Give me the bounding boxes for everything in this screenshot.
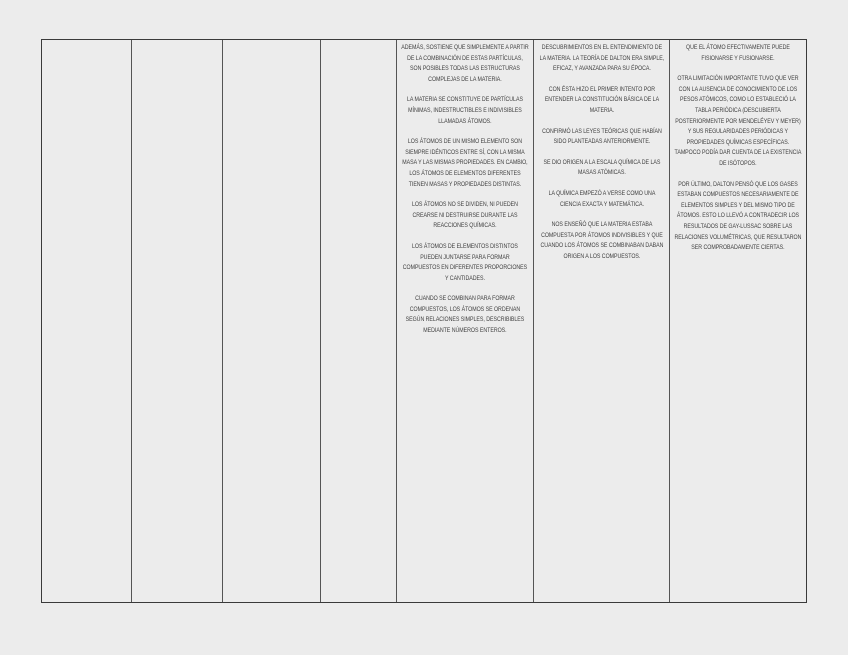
paragraph: LA QUÍMICA EMPEZÓ A VERSE COMO UNA CIENCIA EXACTA Y MATEMÁTICA. [548, 189, 655, 208]
table-column-6 [534, 40, 671, 602]
table-column-5 [397, 40, 534, 602]
paragraph: CON ÉSTA HIZO EL PRIMER INTENTO POR ENTENDER LA CONSTITUCIÓN BÁSICA DE LA MATERIA. [544, 85, 659, 114]
paragraph: CONFIRMÓ LAS LEYES TEÓRICAS QUE HABÍAN SIDO PLANTEADAS ANTERIORMENTE. [541, 127, 662, 146]
paragraph: SE DIO ORIGEN A LA ESCALA QUÍMICA DE LAS MASAS ATÓMICAS. [543, 158, 660, 177]
paragraph: LOS ÁTOMOS NO SE DIVIDEN, NI PUEDEN CREARSE NI DESTRUIRSE DURANTE LAS REACCIONES QUÍMICAS. [411, 201, 518, 230]
document-table [41, 39, 807, 603]
paragraph: OTRA LIMITACIÓN IMPORTANTE TUVO QUE VER CON LA AUSENCIA DE CONOCIMIENTO DE LOS PESOS ATÓMICOS, COMO LO ESTABLECIÓ LA TABLA PERIÓDICA (DESCUBIERTA POSTERIORMENTE POR MENDELÉYEV Y MEYER) Y SUS REGULARIDADES PERIÓDICAS Y PROPIEDADES QUÍMICAS ESPECÍFICAS. TAMPOCO PODÍA DAR CUENTA DE LA EXISTENCIA DE ISÓTOPOS. [674, 75, 802, 167]
table-column-3 [223, 40, 322, 602]
table-column-1 [42, 40, 132, 602]
paragraph: LOS ÁTOMOS DE ELEMENTOS DISTINTOS PUEDEN JUNTARSE PARA FORMAR COMPUESTOS EN DIFERENTES PROPORCIONES Y CANTIDADES. [402, 242, 528, 282]
paragraph: CUANDO SE COMBINAN PARA FORMAR COMPUESTOS, LOS ÁTOMOS SE ORDENAN SEGÚN RELACIONES SIMPLES, DESCRIBIBLES MEDIANTE NÚMEROS ENTEROS. [405, 295, 525, 335]
table-column-4 [321, 40, 397, 602]
paragraph: DESCUBRIMIENTOS EN EL ENTENDIMIENTO DE LA MATERIA. LA TEORÍA DE DALTON ERA SIMPLE, EFICAZ, Y AVANZADA PARA SU ÉPOCA. [539, 44, 664, 73]
table-column-2 [132, 40, 223, 602]
paragraph: LOS ÁTOMOS DE UN MISMO ELEMENTO SON SIEMPRE IDÉNTICOS ENTRE SÍ, CON LA MISMA MASA Y LAS MISMAS PROPIEDADES. EN CAMBIO, LOS ÁTOMOS DE ELEMENTOS DIFERENTES TIENEN MASAS Y PROPIEDADES DISTINTAS. [402, 138, 528, 188]
paragraph: QUE EL ÁTOMO EFECTIVAMENTE PUEDE FISIONARSE Y FUSIONARSE. [686, 44, 791, 62]
paragraph: NOS ENSEÑÓ QUE LA MATERIA ESTABA COMPUESTA POR ÁTOMOS INDIVISIBLES Y QUE CUANDO LOS ÁTOMOS SE COMBINABAN DABAN ORIGEN A LOS COMPUESTOS. [540, 221, 664, 260]
paragraph: ADEMÁS, SOSTIENE QUE SIMPLEMENTE A PARTIR DE LA COMBINACIÓN DE ESTAS PARTÍCULAS, SON POSIBLES TODAS LAS ESTRUCTURAS COMPLEJAS DE LA MATERIA. [401, 44, 529, 83]
paragraph: LA MATERIA SE CONSTITUYE DE PARTÍCULAS MÍNIMAS, INDESTRUCTIBLES E INDIVISIBLES LLAMADAS ÁTOMOS. [406, 96, 523, 125]
paragraph: POR ÚLTIMO, DALTON PENSÓ QUE LOS GASES ESTABAN COMPUESTOS NECESARIAMENTE DE ELEMENTOS SIMPLES Y DEL MISMO TIPO DE ÁTOMOS. ESTO LO LLEVÓ A CONTRADECIR LOS RESULTADOS DE GAY-LUSSAC SOBRE LAS RELACIONES VOLUMÉTRICAS, QUE RESULTARON SER COMPROBADAMENTE CIERTAS. [674, 180, 802, 252]
table-column-7 [670, 40, 806, 602]
